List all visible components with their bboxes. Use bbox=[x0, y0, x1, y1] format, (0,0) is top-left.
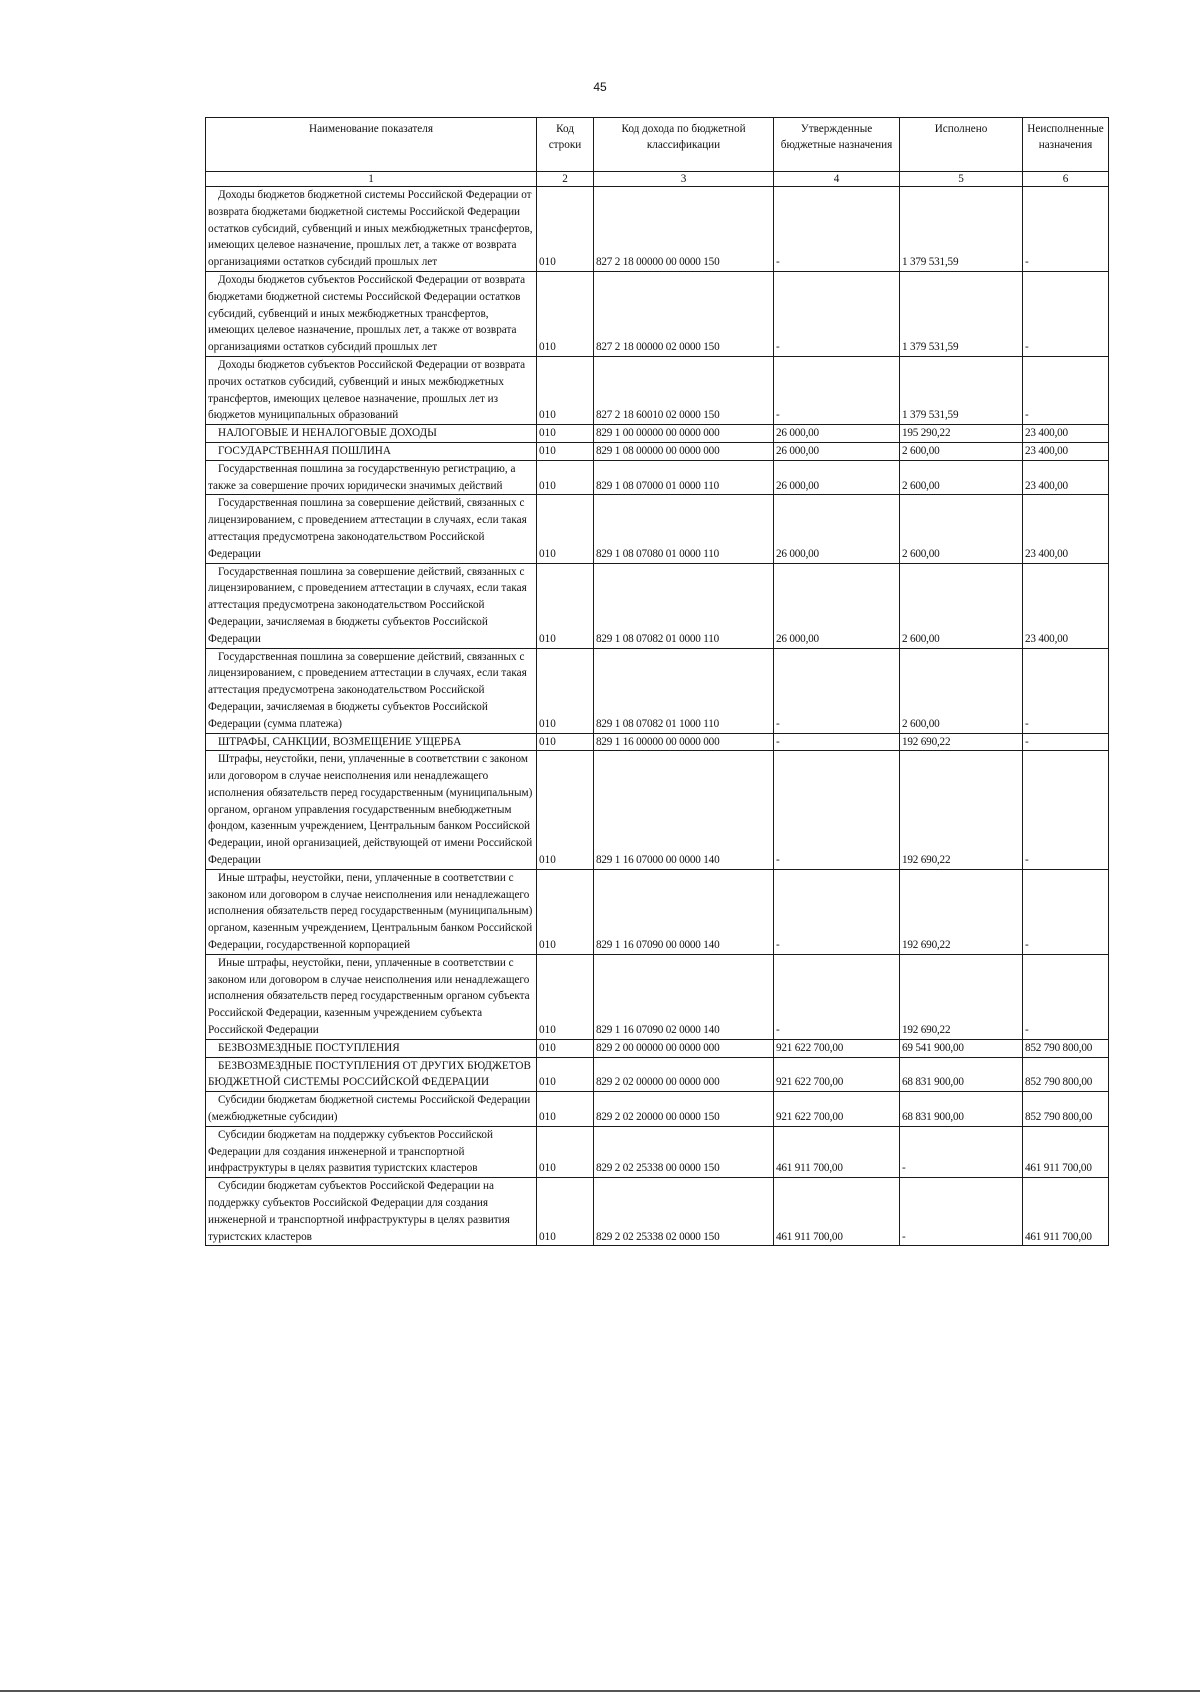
row-unexecuted: - bbox=[1023, 869, 1109, 954]
row-approved: - bbox=[774, 733, 900, 751]
row-line-code: 010 bbox=[537, 460, 594, 495]
row-income-code: 829 2 02 00000 00 0000 000 bbox=[594, 1057, 774, 1092]
table-row bbox=[206, 495, 1109, 563]
row-unexecuted: 23 400,00 bbox=[1023, 442, 1109, 460]
revenue-report-table bbox=[205, 117, 1109, 1246]
row-executed: 192 690,22 bbox=[900, 733, 1023, 751]
row-name: Доходы бюджетов субъектов Российской Федерации от возврата прочих остатков субсидий, субвенций и иных межбюджетных трансфертов, имеющих целевое назначение, прошлых лет из бюджетов муниципальных образований bbox=[206, 356, 537, 424]
row-executed: 1 379 531,59 bbox=[900, 187, 1023, 272]
column-numbers-row bbox=[206, 172, 1109, 187]
row-executed: 68 831 900,00 bbox=[900, 1057, 1023, 1092]
row-executed: - bbox=[900, 1126, 1023, 1177]
header-approved: Утвержденные бюджетные назначения bbox=[774, 118, 900, 172]
row-name: Субсидии бюджетам бюджетной системы Российской Федерации (межбюджетные субсидии) bbox=[206, 1092, 537, 1127]
row-name: Государственная пошлина за государственную регистрацию, а также за совершение прочих юридически значимых действий bbox=[206, 460, 537, 495]
row-line-code: 010 bbox=[537, 563, 594, 648]
table-row bbox=[206, 1057, 1109, 1092]
row-line-code: 010 bbox=[537, 733, 594, 751]
column-number: 2 bbox=[537, 172, 594, 187]
row-name: Субсидии бюджетам на поддержку субъектов Российской Федерации для создания инженерной и транспортной инфраструктуры в целях развития туристских кластеров bbox=[206, 1126, 537, 1177]
row-approved: - bbox=[774, 648, 900, 733]
row-unexecuted: - bbox=[1023, 733, 1109, 751]
row-unexecuted: 23 400,00 bbox=[1023, 495, 1109, 563]
row-name: БЕЗВОЗМЕЗДНЫЕ ПОСТУПЛЕНИЯ ОТ ДРУГИХ БЮДЖЕТОВ БЮДЖЕТНОЙ СИСТЕМЫ РОССИЙСКОЙ ФЕДЕРАЦИИ bbox=[206, 1057, 537, 1092]
row-executed: 195 290,22 bbox=[900, 425, 1023, 443]
row-income-code: 829 1 08 07082 01 0000 110 bbox=[594, 563, 774, 648]
row-income-code: 829 1 08 07080 01 0000 110 bbox=[594, 495, 774, 563]
table-row bbox=[206, 271, 1109, 356]
table-row bbox=[206, 1126, 1109, 1177]
row-income-code: 829 2 02 20000 00 0000 150 bbox=[594, 1092, 774, 1127]
row-approved: - bbox=[774, 187, 900, 272]
header-unexecuted: Неисполненные назначения bbox=[1023, 118, 1109, 172]
header-executed: Исполнено bbox=[900, 118, 1023, 172]
column-number: 5 bbox=[900, 172, 1023, 187]
column-number: 1 bbox=[206, 172, 537, 187]
row-line-code: 010 bbox=[537, 425, 594, 443]
column-number: 6 bbox=[1023, 172, 1109, 187]
row-income-code: 829 1 00 00000 00 0000 000 bbox=[594, 425, 774, 443]
row-name: Иные штрафы, неустойки, пени, уплаченные в соответствии с законом или договором в случае неисполнения или ненадлежащего исполнения обязательств перед государственным (муниципальным) органом, казенным учреждением, Центральным банком Российской Федерации, государственной корпорацией bbox=[206, 869, 537, 954]
row-income-code: 829 2 00 00000 00 0000 000 bbox=[594, 1039, 774, 1057]
row-name: Государственная пошлина за совершение действий, связанных с лицензированием, с проведением аттестации в случаях, если такая аттестация предусмотрена законодательством Российской Федерации, зачисляемая в бюджеты субъектов Российской Федерации bbox=[206, 563, 537, 648]
row-approved: 921 622 700,00 bbox=[774, 1057, 900, 1092]
table-row bbox=[206, 425, 1109, 443]
row-income-code: 829 1 16 07090 02 0000 140 bbox=[594, 954, 774, 1039]
row-approved: 26 000,00 bbox=[774, 425, 900, 443]
row-name: Государственная пошлина за совершение действий, связанных с лицензированием, с проведением аттестации в случаях, если такая аттестация предусмотрена законодательством Российской Федерации bbox=[206, 495, 537, 563]
row-income-code: 829 1 08 00000 00 0000 000 bbox=[594, 442, 774, 460]
row-executed: 2 600,00 bbox=[900, 648, 1023, 733]
row-income-code: 829 1 08 07000 01 0000 110 bbox=[594, 460, 774, 495]
row-line-code: 010 bbox=[537, 356, 594, 424]
row-executed: 192 690,22 bbox=[900, 869, 1023, 954]
row-income-code: 829 2 02 25338 00 0000 150 bbox=[594, 1126, 774, 1177]
row-executed: 192 690,22 bbox=[900, 954, 1023, 1039]
row-line-code: 010 bbox=[537, 187, 594, 272]
row-executed: 2 600,00 bbox=[900, 563, 1023, 648]
row-executed: 1 379 531,59 bbox=[900, 356, 1023, 424]
row-line-code: 010 bbox=[537, 648, 594, 733]
row-line-code: 010 bbox=[537, 1092, 594, 1127]
row-unexecuted: - bbox=[1023, 954, 1109, 1039]
row-line-code: 010 bbox=[537, 954, 594, 1039]
column-number: 3 bbox=[594, 172, 774, 187]
row-approved: 26 000,00 bbox=[774, 563, 900, 648]
row-executed: 68 831 900,00 bbox=[900, 1092, 1023, 1127]
row-unexecuted: 852 790 800,00 bbox=[1023, 1039, 1109, 1057]
row-name: ГОСУДАРСТВЕННАЯ ПОШЛИНА bbox=[206, 442, 537, 460]
row-unexecuted: 23 400,00 bbox=[1023, 563, 1109, 648]
row-unexecuted: 23 400,00 bbox=[1023, 425, 1109, 443]
row-executed: 69 541 900,00 bbox=[900, 1039, 1023, 1057]
row-line-code: 010 bbox=[537, 1057, 594, 1092]
row-income-code: 829 1 08 07082 01 1000 110 bbox=[594, 648, 774, 733]
table-row bbox=[206, 356, 1109, 424]
table-row bbox=[206, 751, 1109, 870]
row-line-code: 010 bbox=[537, 1126, 594, 1177]
row-approved: 461 911 700,00 bbox=[774, 1178, 900, 1246]
table-row bbox=[206, 442, 1109, 460]
row-name: Доходы бюджетов бюджетной системы Российской Федерации от возврата бюджетами бюджетной системы Российской Федерации остатков субсидий, субвенций и иных межбюджетных трансфертов, имеющих целевое назначение, прошлых лет, а также от возврата организациями остатков субсидий прошлых лет bbox=[206, 187, 537, 272]
header-line-code: Код строки bbox=[537, 118, 594, 172]
row-approved: 26 000,00 bbox=[774, 495, 900, 563]
row-unexecuted: 23 400,00 bbox=[1023, 460, 1109, 495]
row-unexecuted: - bbox=[1023, 271, 1109, 356]
row-line-code: 010 bbox=[537, 869, 594, 954]
row-name: НАЛОГОВЫЕ И НЕНАЛОГОВЫЕ ДОХОДЫ bbox=[206, 425, 537, 443]
row-income-code: 827 2 18 00000 02 0000 150 bbox=[594, 271, 774, 356]
row-income-code: 827 2 18 60010 02 0000 150 bbox=[594, 356, 774, 424]
header-name: Наименование показателя bbox=[206, 118, 537, 172]
row-name: Государственная пошлина за совершение действий, связанных с лицензированием, с проведением аттестации в случаях, если такая аттестация предусмотрена законодательством Российской Федерации, зачисляемая в бюджеты субъектов Российской Федерации (сумма платежа) bbox=[206, 648, 537, 733]
row-line-code: 010 bbox=[537, 1178, 594, 1246]
table-row bbox=[206, 1092, 1109, 1127]
row-executed: 2 600,00 bbox=[900, 442, 1023, 460]
row-unexecuted: - bbox=[1023, 751, 1109, 870]
table-row bbox=[206, 954, 1109, 1039]
row-name: Иные штрафы, неустойки, пени, уплаченные в соответствии с законом или договором в случае неисполнения или ненадлежащего исполнения обязательств перед государственным органом субъекта Российской Федерации, казенным учреждением субъекта Российской Федерации bbox=[206, 954, 537, 1039]
row-approved: 461 911 700,00 bbox=[774, 1126, 900, 1177]
table-row bbox=[206, 563, 1109, 648]
row-approved: 921 622 700,00 bbox=[774, 1039, 900, 1057]
row-approved: 921 622 700,00 bbox=[774, 1092, 900, 1127]
row-executed: 192 690,22 bbox=[900, 751, 1023, 870]
row-line-code: 010 bbox=[537, 442, 594, 460]
row-approved: 26 000,00 bbox=[774, 460, 900, 495]
row-income-code: 829 1 16 00000 00 0000 000 bbox=[594, 733, 774, 751]
row-line-code: 010 bbox=[537, 751, 594, 870]
row-name: БЕЗВОЗМЕЗДНЫЕ ПОСТУПЛЕНИЯ bbox=[206, 1039, 537, 1057]
row-unexecuted: 461 911 700,00 bbox=[1023, 1178, 1109, 1246]
row-approved: - bbox=[774, 751, 900, 870]
table-row bbox=[206, 187, 1109, 272]
row-unexecuted: 852 790 800,00 bbox=[1023, 1057, 1109, 1092]
table-row bbox=[206, 460, 1109, 495]
row-name: Доходы бюджетов субъектов Российской Федерации от возврата бюджетами бюджетной системы Российской Федерации остатков субсидий, субвенций и иных межбюджетных трансфертов, имеющих целевое назначение, прошлых лет, а также от возврата организациями остатков субсидий прошлых лет bbox=[206, 271, 537, 356]
header-income-code: Код дохода по бюджетной классификации bbox=[594, 118, 774, 172]
row-name: Субсидии бюджетам субъектов Российской Федерации на поддержку субъектов Российской Федерации для создания инженерной и транспортной инфраструктуры в целях развития туристских кластеров bbox=[206, 1178, 537, 1246]
row-executed: 2 600,00 bbox=[900, 460, 1023, 495]
column-number: 4 bbox=[774, 172, 900, 187]
row-name: Штрафы, неустойки, пени, уплаченные в соответствии с законом или договором в случае неисполнения или ненадлежащего исполнения обязательств перед государственным (муниципальным) органом, органом управления государственным внебюджетным фондом, казенным учреждением, Центральным банком Российской Федерации, иной организацией, действующей от имени Российской Федерации bbox=[206, 751, 537, 870]
row-approved: - bbox=[774, 356, 900, 424]
table-row bbox=[206, 733, 1109, 751]
row-approved: - bbox=[774, 271, 900, 356]
row-unexecuted: - bbox=[1023, 356, 1109, 424]
row-executed: 1 379 531,59 bbox=[900, 271, 1023, 356]
row-approved: - bbox=[774, 954, 900, 1039]
page-number: 45 bbox=[593, 80, 607, 94]
table-header-row bbox=[206, 118, 1109, 172]
row-unexecuted: - bbox=[1023, 187, 1109, 272]
row-income-code: 827 2 18 00000 00 0000 150 bbox=[594, 187, 774, 272]
row-line-code: 010 bbox=[537, 271, 594, 356]
row-executed: - bbox=[900, 1178, 1023, 1246]
table-row bbox=[206, 1039, 1109, 1057]
row-approved: 26 000,00 bbox=[774, 442, 900, 460]
row-executed: 2 600,00 bbox=[900, 495, 1023, 563]
row-unexecuted: 461 911 700,00 bbox=[1023, 1126, 1109, 1177]
row-name: ШТРАФЫ, САНКЦИИ, ВОЗМЕЩЕНИЕ УЩЕРБА bbox=[206, 733, 537, 751]
row-approved: - bbox=[774, 869, 900, 954]
row-income-code: 829 2 02 25338 02 0000 150 bbox=[594, 1178, 774, 1246]
row-unexecuted: 852 790 800,00 bbox=[1023, 1092, 1109, 1127]
row-income-code: 829 1 16 07090 00 0000 140 bbox=[594, 869, 774, 954]
table-row bbox=[206, 1178, 1109, 1246]
page-bottom-rule bbox=[0, 1690, 1200, 1692]
table-row bbox=[206, 869, 1109, 954]
row-income-code: 829 1 16 07000 00 0000 140 bbox=[594, 751, 774, 870]
row-line-code: 010 bbox=[537, 495, 594, 563]
table-row bbox=[206, 648, 1109, 733]
row-line-code: 010 bbox=[537, 1039, 594, 1057]
row-unexecuted: - bbox=[1023, 648, 1109, 733]
